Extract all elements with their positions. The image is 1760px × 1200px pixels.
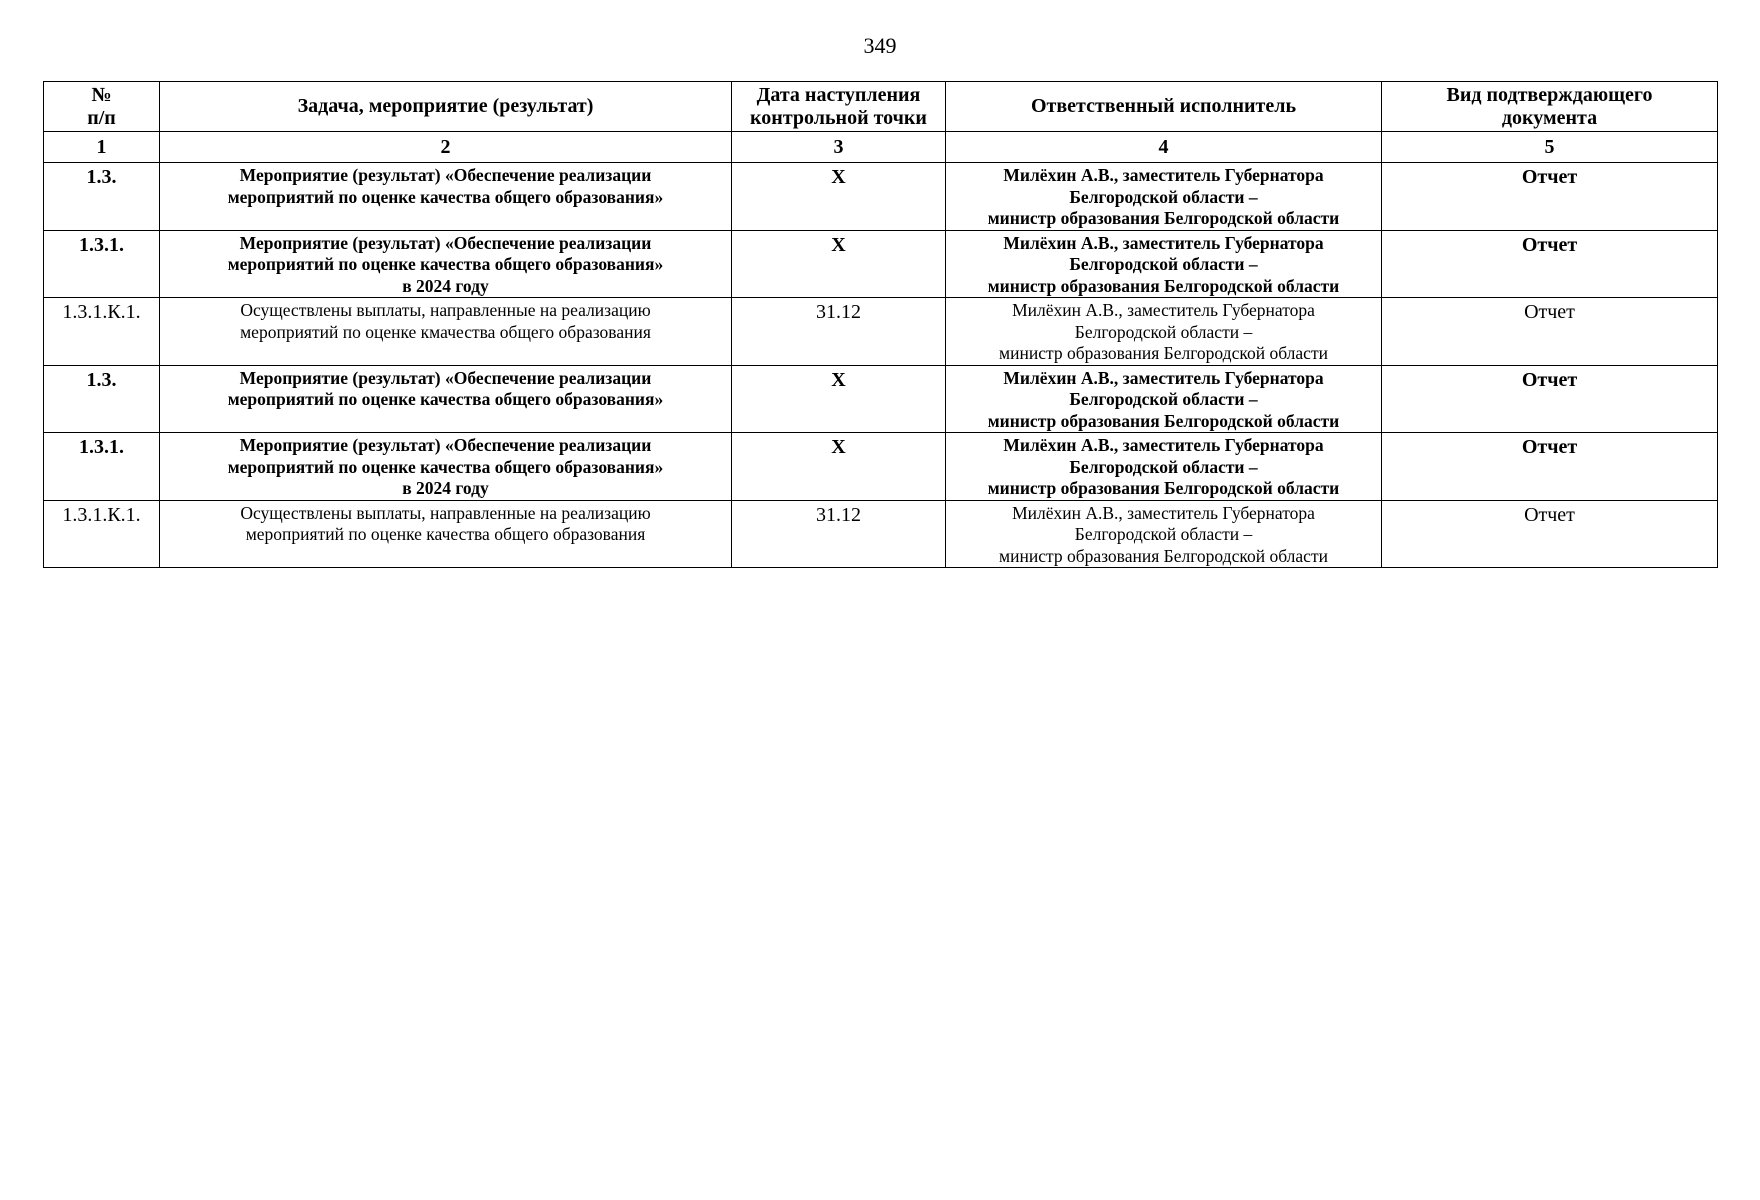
row-task: Мероприятие (результат) «Обеспечение реализации мероприятий по оценке качества общего образования» в 2024 году bbox=[160, 433, 732, 501]
control-points-table bbox=[43, 81, 1718, 568]
header-row bbox=[44, 82, 1718, 132]
table-row bbox=[44, 365, 1718, 433]
row-responsible: Милёхин А.В., заместитель Губернатора Белгородской области – министр образования Белгородской области bbox=[946, 163, 1382, 231]
row-responsible: Милёхин А.В., заместитель Губернатора Белгородской области – министр образования Белгородской области bbox=[946, 365, 1382, 433]
row-date: Х bbox=[732, 365, 946, 433]
row-number: 1.3.1. bbox=[44, 433, 160, 501]
header-number: № п/п bbox=[44, 82, 160, 132]
column-number: 5 bbox=[1382, 132, 1718, 163]
header-responsible: Ответственный исполнитель bbox=[946, 82, 1382, 132]
row-document-type: Отчет bbox=[1382, 500, 1718, 568]
row-task: Осуществлены выплаты, направленные на реализацию мероприятий по оценке кмачества общего образования bbox=[160, 298, 732, 366]
page-number: 349 bbox=[863, 33, 897, 58]
row-number: 1.3.1. bbox=[44, 230, 160, 298]
row-document-type: Отчет bbox=[1382, 365, 1718, 433]
row-number: 1.3. bbox=[44, 163, 160, 231]
row-responsible: Милёхин А.В., заместитель Губернатора Белгородской области – министр образования Белгородской области bbox=[946, 230, 1382, 298]
column-number: 3 bbox=[732, 132, 946, 163]
table-row bbox=[44, 163, 1718, 231]
table-row bbox=[44, 433, 1718, 501]
column-number: 1 bbox=[44, 132, 160, 163]
row-number: 1.3. bbox=[44, 365, 160, 433]
row-date: Х bbox=[732, 163, 946, 231]
row-date: Х bbox=[732, 433, 946, 501]
row-date: Х bbox=[732, 230, 946, 298]
row-date: 31.12 bbox=[732, 298, 946, 366]
table-row bbox=[44, 500, 1718, 568]
table-row bbox=[44, 230, 1718, 298]
column-numbers-row bbox=[44, 132, 1718, 163]
column-number: 4 bbox=[946, 132, 1382, 163]
row-document-type: Отчет bbox=[1382, 230, 1718, 298]
row-responsible: Милёхин А.В., заместитель Губернатора Белгородской области – министр образования Белгородской области bbox=[946, 298, 1382, 366]
header-document-type: Вид подтверждающего документа bbox=[1382, 82, 1718, 132]
row-responsible: Милёхин А.В., заместитель Губернатора Белгородской области – министр образования Белгородской области bbox=[946, 500, 1382, 568]
row-responsible: Милёхин А.В., заместитель Губернатора Белгородской области – министр образования Белгородской области bbox=[946, 433, 1382, 501]
table-row bbox=[44, 298, 1718, 366]
row-number: 1.3.1.К.1. bbox=[44, 298, 160, 366]
header-task: Задача, мероприятие (результат) bbox=[160, 82, 732, 132]
row-task: Мероприятие (результат) «Обеспечение реализации мероприятий по оценке качества общего образования» в 2024 году bbox=[160, 230, 732, 298]
row-date: 31.12 bbox=[732, 500, 946, 568]
row-task: Осуществлены выплаты, направленные на реализацию мероприятий по оценке качества общего образования bbox=[160, 500, 732, 568]
row-task: Мероприятие (результат) «Обеспечение реализации мероприятий по оценке качества общего образования» bbox=[160, 163, 732, 231]
row-task: Мероприятие (результат) «Обеспечение реализации мероприятий по оценке качества общего образования» bbox=[160, 365, 732, 433]
row-document-type: Отчет bbox=[1382, 433, 1718, 501]
header-date: Дата наступления контрольной точки bbox=[732, 82, 946, 132]
row-document-type: Отчет bbox=[1382, 298, 1718, 366]
row-number: 1.3.1.К.1. bbox=[44, 500, 160, 568]
row-document-type: Отчет bbox=[1382, 163, 1718, 231]
column-number: 2 bbox=[160, 132, 732, 163]
